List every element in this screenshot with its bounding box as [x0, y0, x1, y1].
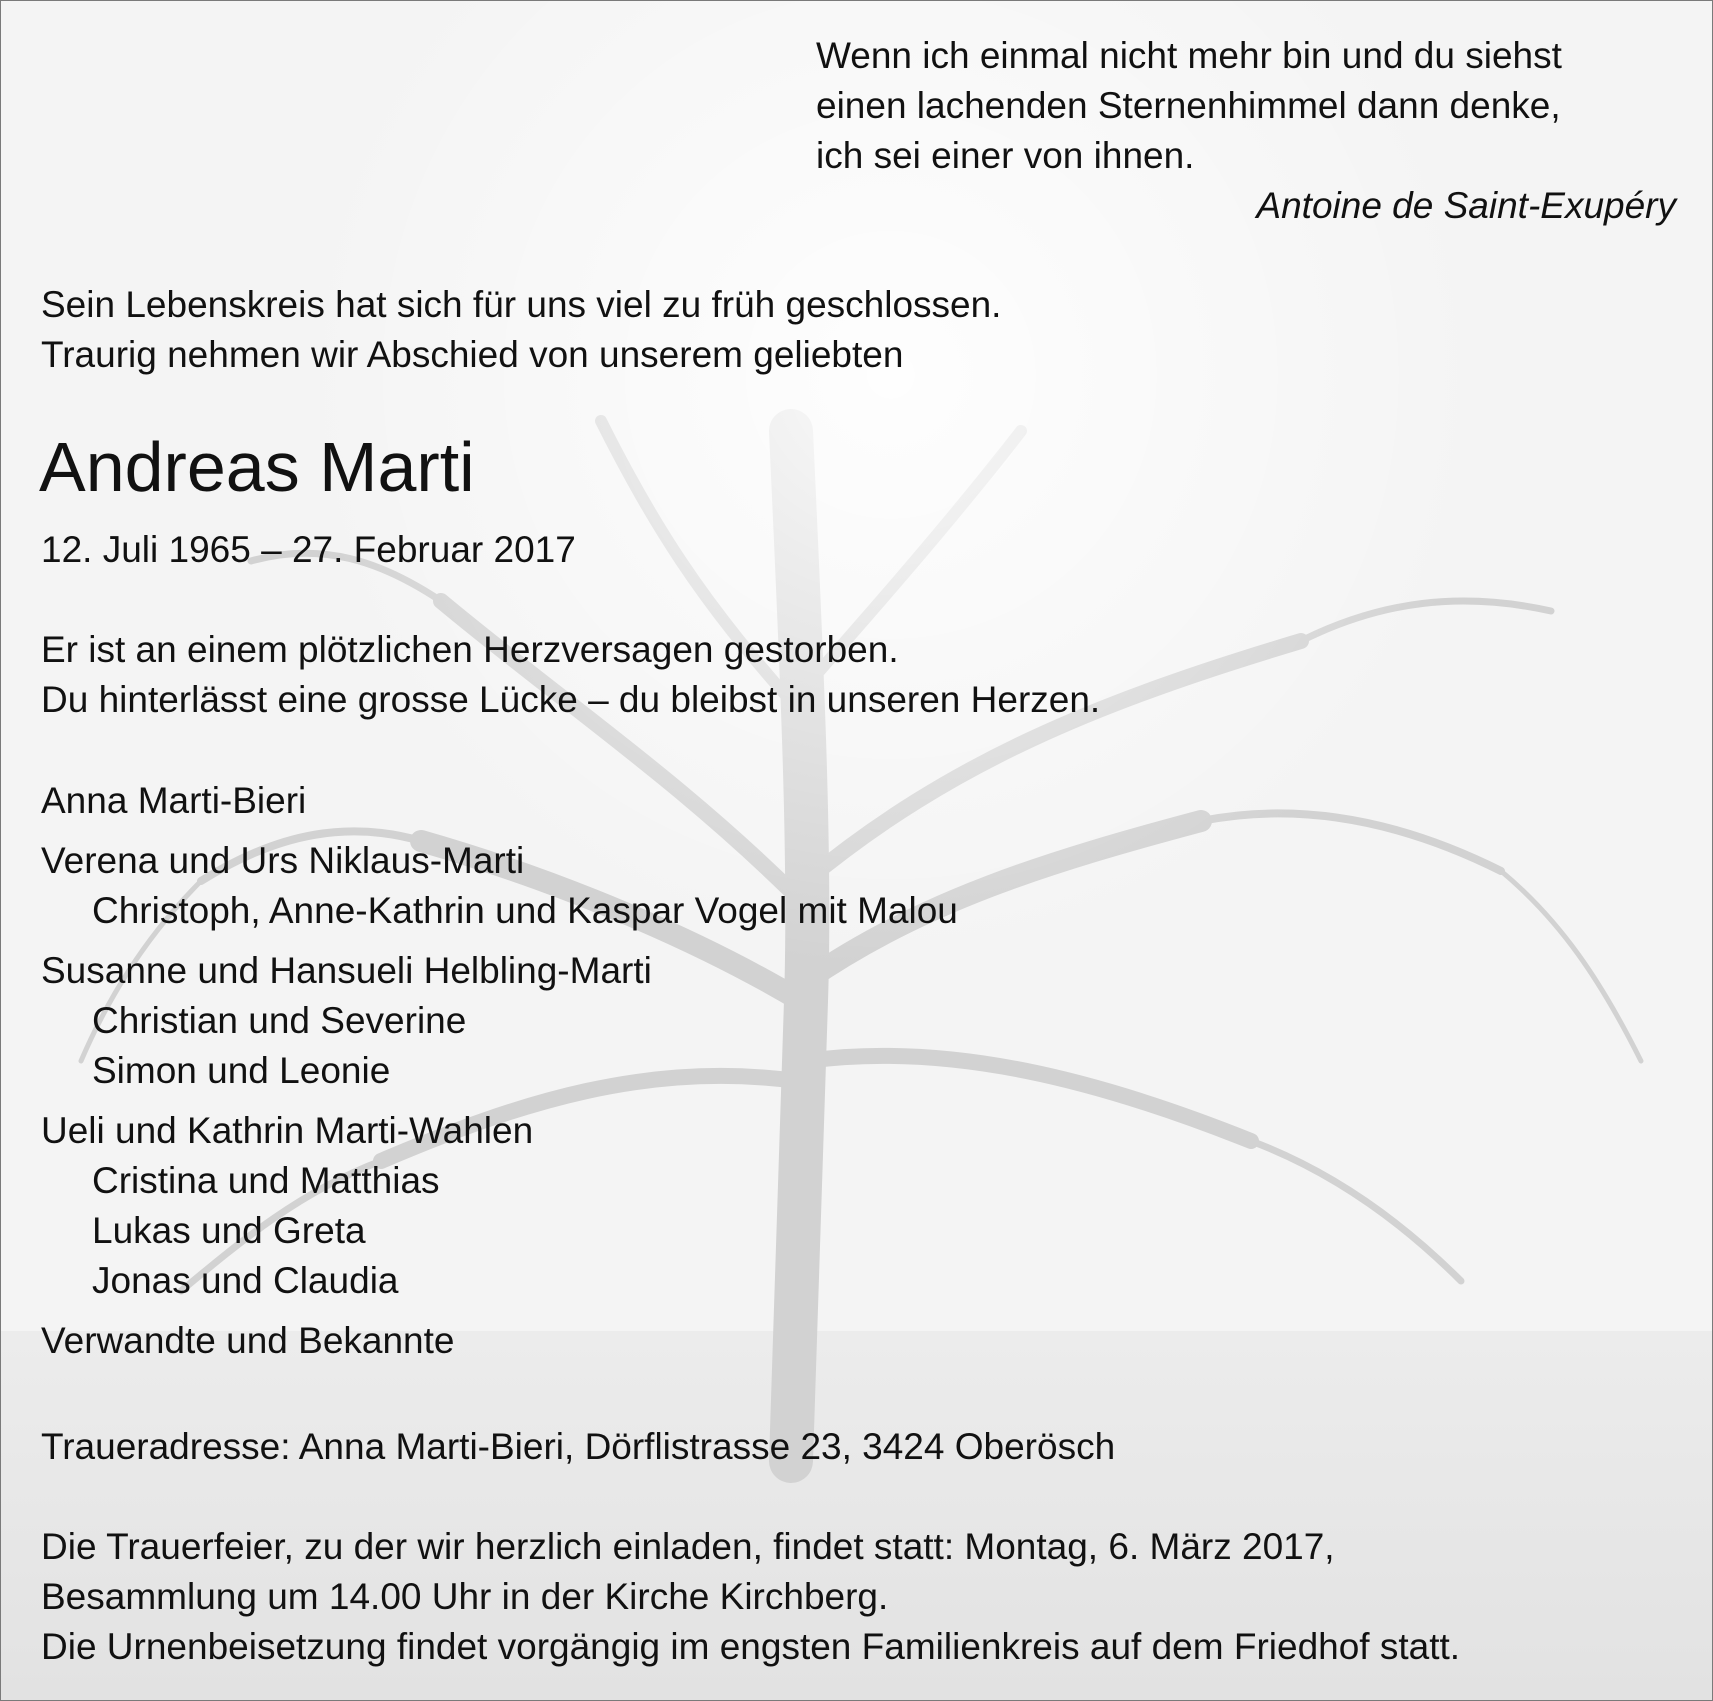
family-member: Susanne und Hansueli Helbling-Marti [41, 950, 652, 991]
family-sub-member: Jonas und Claudia [92, 1260, 399, 1301]
family-group [41, 776, 958, 826]
quote-author: Antoine de Saint-Exupéry [1256, 185, 1676, 226]
quote-line: ich sei einer von ihnen. [816, 135, 1195, 176]
service-line: Die Urnenbeisetzung findet vorgängig im engsten Familienkreis auf dem Friedhof statt. [41, 1626, 1461, 1667]
service-line: Die Trauerfeier, zu der wir herzlich einladen, findet statt: Montag, 6. März 2017, [41, 1526, 1335, 1567]
cause-line: Du hinterlässt eine grosse Lücke – du bleibst in unseren Herzen. [41, 679, 1101, 720]
cause-line: Er ist an einem plötzlichen Herzversagen gestorben. [41, 629, 899, 670]
intro-text [41, 280, 1001, 380]
family-sub-member: Lukas und Greta [92, 1210, 366, 1251]
family-sub-member: Cristina und Matthias [92, 1160, 440, 1201]
family-member: Verena und Urs Niklaus-Marti [41, 840, 525, 881]
quote-line: einen lachenden Sternenhimmel dann denke, [816, 85, 1561, 126]
intro-line: Traurig nehmen wir Abschied von unserem geliebten [41, 334, 904, 375]
family-member: Verwandte und Bekannte [41, 1320, 455, 1361]
family-sub-member: Simon und Leonie [92, 1050, 391, 1091]
life-dates: 12. Juli 1965 – 27. Februar 2017 [41, 529, 576, 570]
cause-of-death-text [41, 625, 1100, 725]
epigraph-quote [816, 31, 1676, 231]
family-list [41, 776, 958, 1376]
family-group [41, 1106, 958, 1306]
family-group [41, 836, 958, 936]
family-sub-member: Christian und Severine [92, 1000, 467, 1041]
family-member: Ueli und Kathrin Marti-Wahlen [41, 1110, 534, 1151]
family-member: Anna Marti-Bieri [41, 780, 307, 821]
quote-line: Wenn ich einmal nicht mehr bin und du siehst [816, 35, 1562, 76]
deceased-name: Andreas Marti [39, 428, 475, 506]
notice-content [1, 1, 1712, 1700]
service-line: Besammlung um 14.00 Uhr in der Kirche Kirchberg. [41, 1576, 889, 1617]
family-sub-member: Christoph, Anne-Kathrin und Kaspar Vogel mit Malou [92, 890, 958, 931]
family-group [41, 946, 958, 1096]
family-group [41, 1316, 958, 1366]
mourning-address: Traueradresse: Anna Marti-Bieri, Dörflistrasse 23, 3424 Oberösch [41, 1426, 1116, 1467]
intro-line: Sein Lebenskreis hat sich für uns viel zu früh geschlossen. [41, 284, 1002, 325]
funeral-service-info [41, 1522, 1460, 1672]
